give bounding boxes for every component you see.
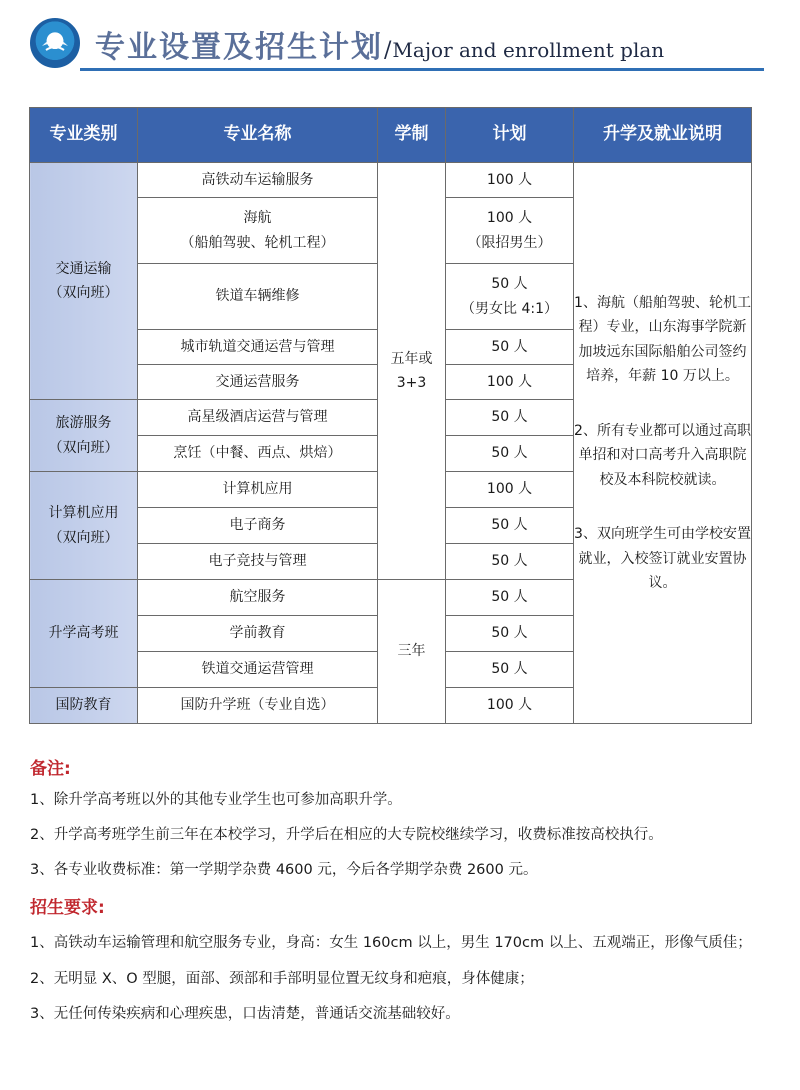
page-header [0,0,800,80]
column-header-major: 专业名称 [138,108,378,163]
school-logo-icon [30,18,80,68]
major-cell: 海航 （船舶驾驶、轮机工程） [138,198,378,264]
plan-cell: 100 人 [446,163,574,198]
major-cell: 电子商务 [138,508,378,544]
category-cell: 交通运输 （双向班） [30,163,138,400]
notes-cell [574,163,752,724]
major-cell: 国防升学班（专业自选） [138,688,378,724]
plan-cell: 50 人 [446,400,574,436]
major-cell: 烹饪（中餐、西点、烘焙） [138,436,378,472]
category-cell: 国防教育 [30,688,138,724]
requirements-title: 招生要求: [30,898,105,918]
category-cell: 旅游服务 （双向班） [30,400,138,472]
list-item: 3、无任何传染疾病和心理疾患，口齿清楚，普通话交流基础较好。 [30,1006,460,1022]
major-cell: 学前教育 [138,616,378,652]
enrollment-plan-table [29,107,752,724]
plan-cell: 50 人 [446,652,574,688]
note-item: 1、海航（船舶驾驶、轮机工程）专业，山东海事学院新加坡远东国际船舶公司签约培养，年薪 10 万以上。 [574,294,751,384]
major-cell: 计算机应用 [138,472,378,508]
requirements-section [30,893,780,1026]
category-cell: 升学高考班 [30,580,138,688]
list-item: 2、升学高考班学生前三年在本校学习，升学后在相应的大专院校继续学习，收费标准按高校执行。 [30,827,663,843]
major-cell: 城市轨道交通运营与管理 [138,330,378,365]
remarks-title: 备注: [30,759,71,779]
column-header-plan: 计划 [446,108,574,163]
duration-cell: 三年 [378,580,446,724]
plan-cell: 50 人 [446,330,574,365]
category-cell: 计算机应用 （双向班） [30,472,138,580]
note-item: 2、所有专业都可以通过高职单招和对口高考升入高职院校及本科院校就读。 [574,422,751,488]
major-cell: 铁道车辆维修 [138,264,378,330]
table-row [30,163,752,198]
plan-cell: 50 人 [446,508,574,544]
table-header-row [30,108,752,163]
column-header-category: 专业类别 [30,108,138,163]
plan-cell: 100 人 （限招男生） [446,198,574,264]
remarks-section [30,754,780,882]
title-separator: / [384,38,392,63]
plan-cell: 50 人 [446,436,574,472]
major-cell: 交通运营服务 [138,365,378,400]
major-cell: 电子竞技与管理 [138,544,378,580]
plan-cell: 50 人 （男女比 4:1） [446,264,574,330]
plan-cell: 50 人 [446,544,574,580]
list-item: 1、除升学高考班以外的其他专业学生也可参加高职升学。 [30,792,402,808]
list-item: 3、各专业收费标准：第一学期学杂费 4600 元，今后各学期学杂费 2600 元。 [30,862,538,878]
plan-cell: 100 人 [446,365,574,400]
major-cell: 航空服务 [138,580,378,616]
column-header-notes: 升学及就业说明 [574,108,752,163]
plan-cell: 50 人 [446,580,574,616]
list-item: 1、高铁动车运输管理和航空服务专业，身高：女生 160cm 以上，男生 170cm 以上、五观端正，形像气质佳； [30,935,752,951]
note-item: 3、双向班学生可由学校安置就业，入校签订就业安置协议。 [574,526,751,591]
title-chinese: 专业设置及招生计划 [95,30,383,65]
duration-cell: 五年或 3+3 [378,163,446,580]
header-divider [80,68,764,71]
page-title [95,22,664,66]
column-header-duration: 学制 [378,108,446,163]
list-item: 2、无明显 X、O 型腿，面部、颈部和手部明显位置无纹身和疤痕，身体健康； [30,971,534,987]
major-cell: 铁道交通运营管理 [138,652,378,688]
major-cell: 高星级酒店运营与管理 [138,400,378,436]
plan-cell: 100 人 [446,472,574,508]
major-cell: 高铁动车运输服务 [138,163,378,198]
plan-cell: 100 人 [446,688,574,724]
plan-cell: 50 人 [446,616,574,652]
title-english: Major and enrollment plan [392,38,665,62]
